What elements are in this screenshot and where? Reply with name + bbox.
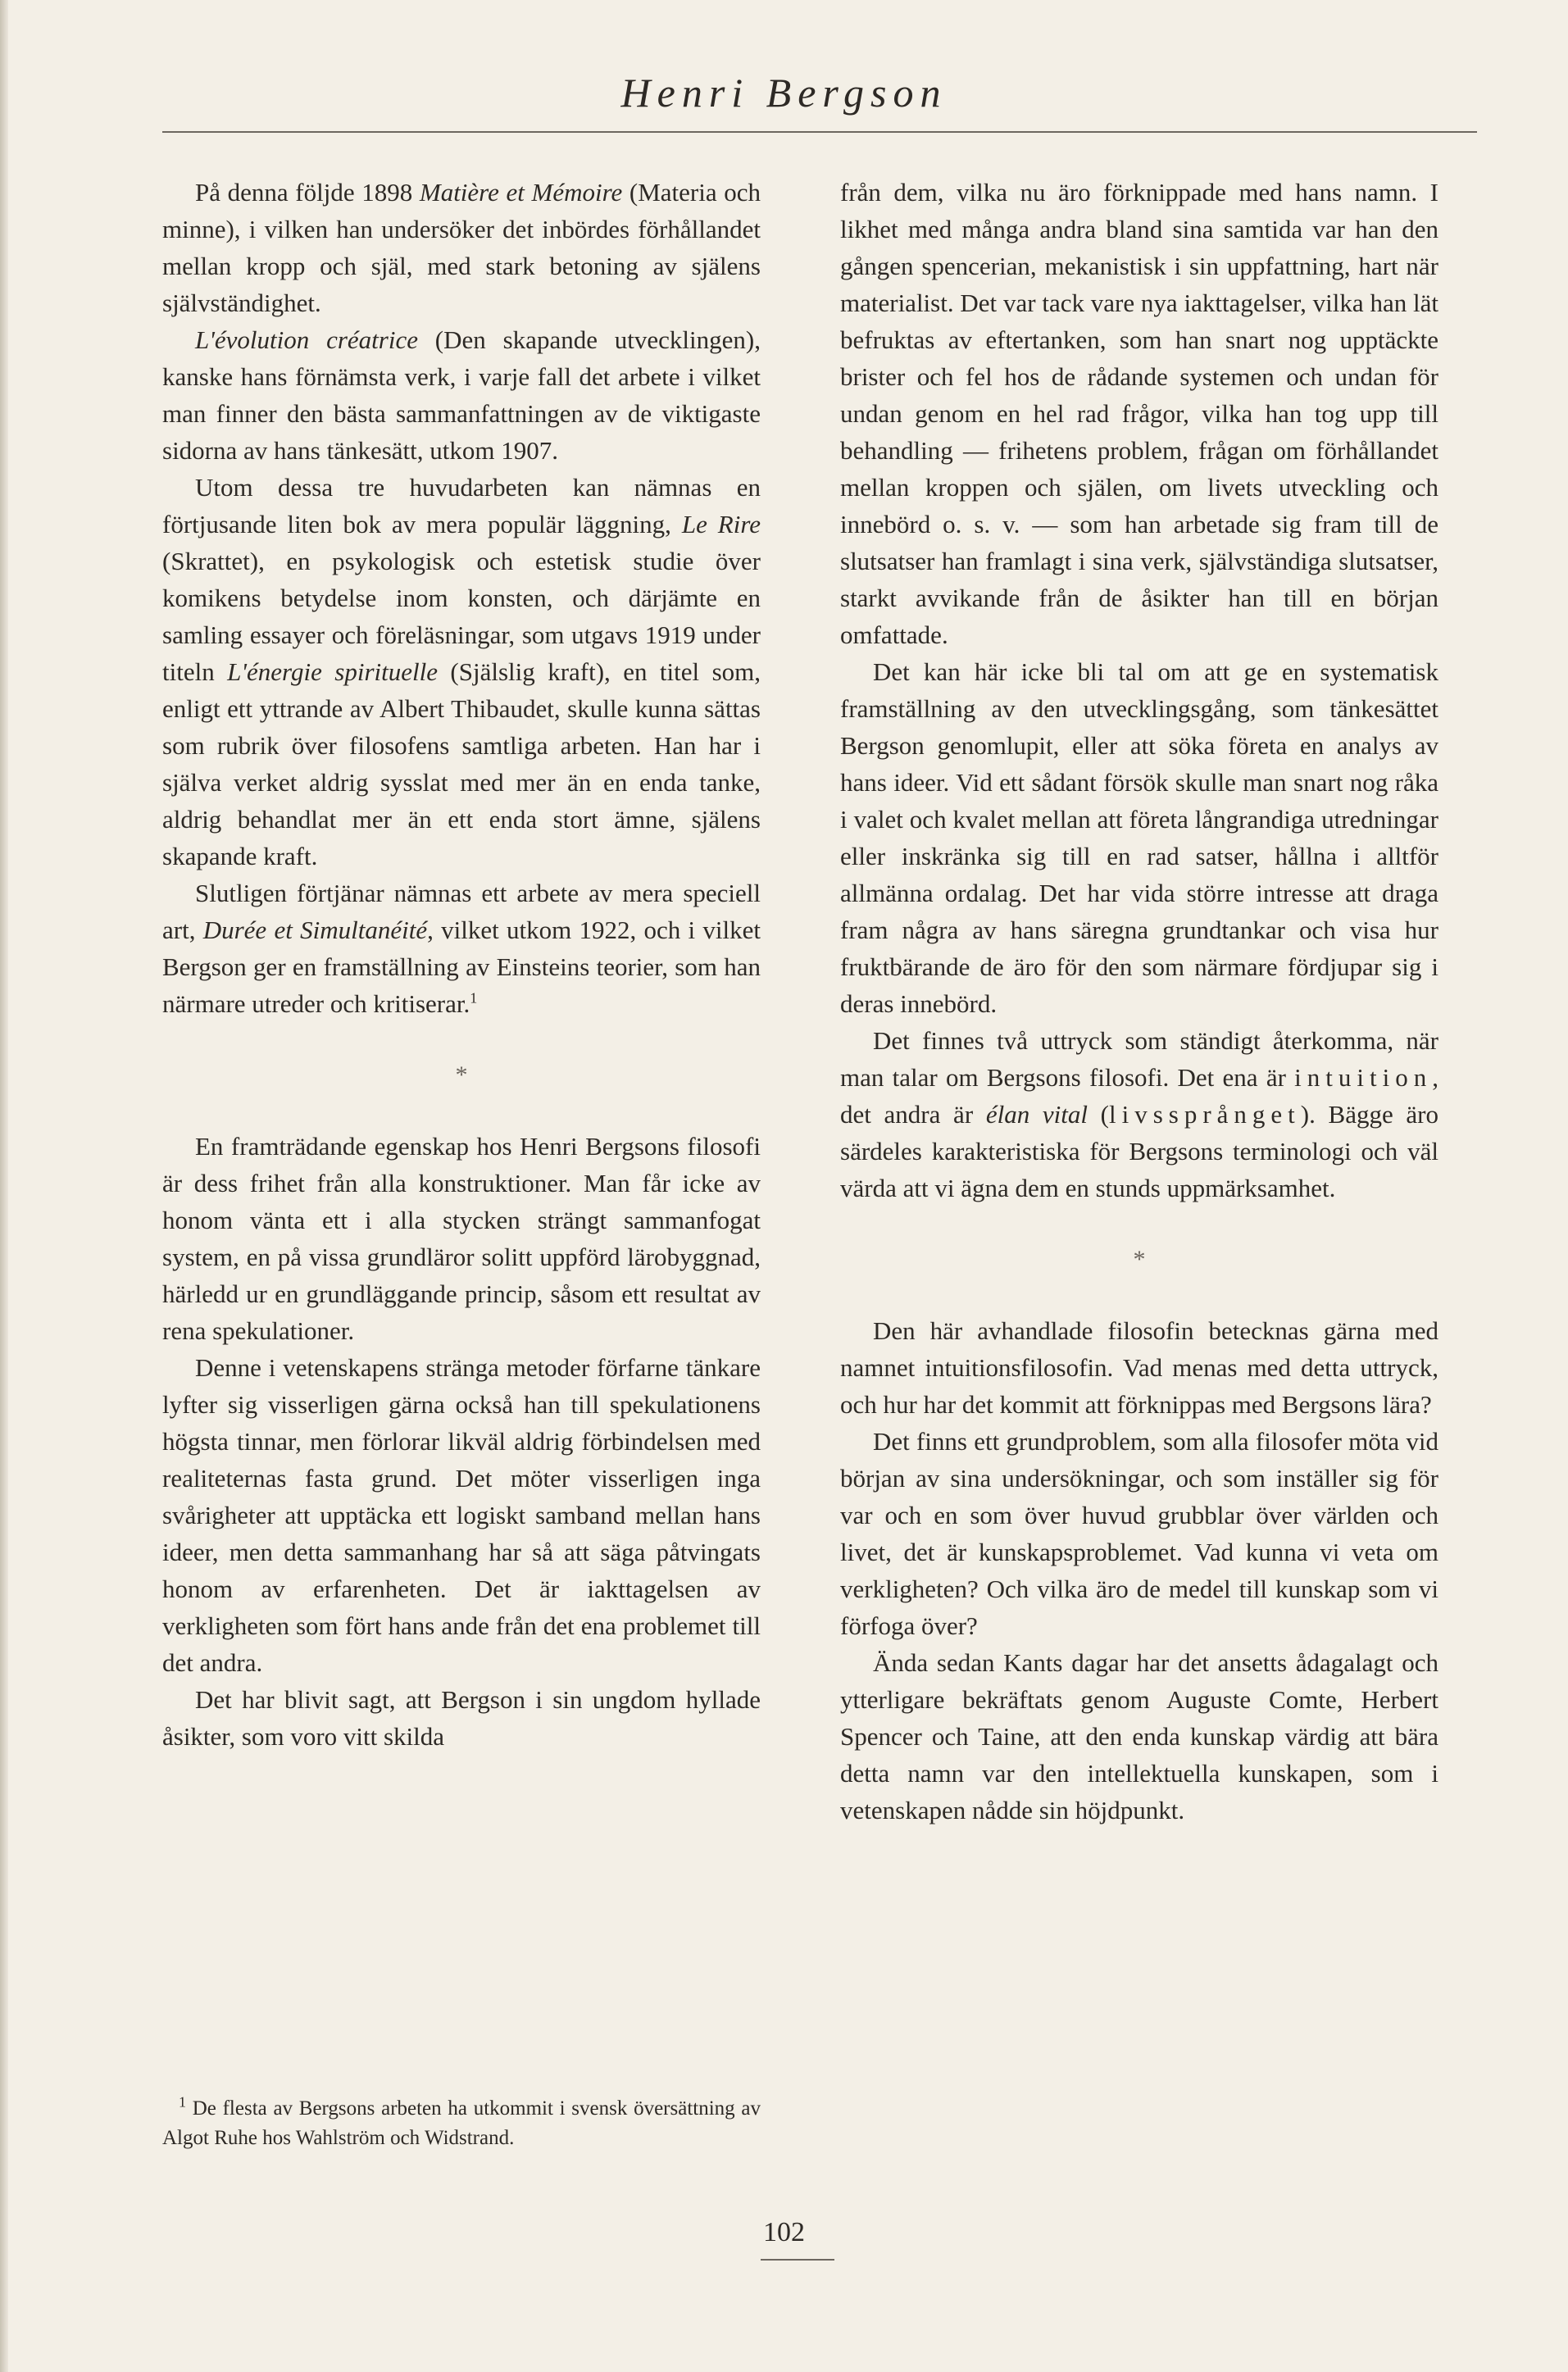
paragraph: från dem, vilka nu äro förknippade med hans namn. I likhet med många andra bland sina samtida var han den gången spencerian, mekanistisk i sin uppfattning, hart när materialist. Det var tack vare nya iakttagelser, vilka han lät befruktas av eftertanken, som han snart nog upptäckte brister och fel hos de rådande systemen och undan för undan genom en hel rad frågor, vilka han tog upp till behandling — frihetens problem, frågan om förhållandet mellan kroppen och själen, om livets utveckling och innebörd o. s. v. — som han arbetade sig fram till de slutsatser han framlagt i sina verk, självständiga slutsatser, starkt avvikande från de åsikter han till en början omfattade. [840,178,1438,649]
text-run: På denna följde 1898 [195,178,420,207]
italic-term: élan vital [985,1100,1088,1129]
section-gap [840,1206,1438,1241]
footnote-text [162,2094,761,2153]
page-number: 102 [763,2217,805,2247]
header-rule [162,131,1477,133]
section-gap [162,1022,761,1056]
paragraph: Denne i vetenskapens stränga metoder förfarne tänkare lyfter sig visserligen gärna också han till spekulationens högsta tinnar, men förlorar likväl aldrig förbindelsen med realiteternas fasta grund. Det möter visserligen inga svårigheter att upptäcka ett logiskt samband mellan hans ideer, men detta sammanhang har så att säga påtvingats honom av erfarenheten. Det är iakttagelsen av verkligheten som fört hans ande från det ena problemet till det andra. [162,1353,761,1677]
text-run: (Skrattet), en psykologisk och estetisk studie över komikens betydelse inom konsten, och därjämte en samling essayer och föreläsningar, som utgavs 1919 under titeln [162,547,761,686]
text-run: De flesta av Bergsons arbeten ha utkommit i svensk översättning av Algot Ruhe hos Wahlström och Widstrand. [162,2097,761,2149]
book-title: Durée et Simultanéité [202,916,428,944]
text-run: Slutligen förtjänar nämnas ett arbete av mera speciell art, [162,879,761,944]
paragraph: Det har blivit sagt, att Bergson i sin ungdom hyllade åsikter, som voro vitt skilda [162,1685,761,1751]
section-gap [840,1278,1438,1312]
text-run: , vilket utkom 1922, och i vilket Bergson ger en framställning av Einsteins teorier, som han närmare utreder och kritiserar. [162,916,761,1018]
section-divider-asterisk: * [455,1061,468,1088]
running-head: Henri Bergson [620,70,948,116]
paragraph: En framträdande egenskap hos Henri Bergsons filosofi är dess frihet från alla konstruktioner. Man får icke av honom vänta ett i alla stycken strängt sammanfogat system, en på vissa grundläror solitt uppförd lärobyggnad, härledd ur en grundläggande princip, såsom ett resultat av rena spekulationer. [162,1132,761,1345]
book-title: L'évolution créatrice [195,325,418,354]
text-run: ( [1087,1100,1109,1129]
book-title: L'énergie spirituelle [227,657,438,686]
paragraph [162,875,761,1022]
text-run: Det finnes två uttryck som ständigt återkomma, när man talar om Bergsons filosofi. Det ena är [840,1026,1438,1092]
paragraph [162,321,761,469]
left-column [162,174,761,1755]
footnote-marker: 1 [179,2093,186,2111]
paragraph: Ända sedan Kants dagar har det ansetts ådagalagt och ytterligare bekräftats genom Auguste Comte, Herbert Spencer och Taine, att den enda kunskap värdig att bära detta namn var den intellektuella kunskapen, som i vetenskapen nådde sin höjdpunkt. [840,1648,1438,1824]
paragraph [162,174,761,321]
text-run: Utom dessa tre huvudarbeten kan nämnas en förtjusande liten bok av mera populär läggning, [162,473,761,538]
footnote [162,2094,761,2153]
text-run: ). Bägge äro särdeles karakteristiska för Bergsons terminologi och väl värda att vi ägna dem en stunds uppmärksamhet. [840,1100,1438,1202]
page-number-rule [761,2259,834,2261]
text-run: , det andra är [840,1063,1438,1129]
paragraph [162,469,761,875]
paragraph: Den här avhandlade filosofin betecknas gärna med namnet intuitionsfilosofin. Vad menas med detta uttryck, och hur har det kommit att förknippas med Bergsons lära? [840,1316,1438,1419]
book-title: Matière et Mémoire [419,178,623,207]
footnote-reference[interactable]: 1 [470,989,478,1007]
page-spine-shadow [0,0,8,2372]
text-run: (Den skapande utvecklingen), kanske hans förnämsta verk, i varje fall det arbete i vilket man finner den bästa sammanfattningen av de viktigaste sidorna av hans tänkesätt, utkom 1907. [162,325,761,465]
section-divider-asterisk: * [1133,1246,1146,1273]
paragraph [840,1022,1438,1206]
spaced-term: livssprånget [1108,1100,1301,1129]
text-run: (Materia och minne), i vilken han undersöker det inbördes förhållandet mellan kropp och själ, med stark betoning av själens självständighet. [162,178,761,317]
section-gap [162,1093,761,1128]
right-column [840,174,1438,1829]
spaced-term: intuition [1294,1063,1433,1092]
paragraph: Det finns ett grundproblem, som alla filosofer möta vid början av sina undersökningar, och som inställer sig för var och en som över huvud grubblar över världen och livet, det är kunskapsproblemet. Vad kunna vi veta om verkligheten? Och vilka äro de medel till kunskap som vi förfoga över? [840,1427,1438,1640]
book-title: Le Rire [681,510,761,538]
paragraph: Det kan här icke bli tal om att ge en systematisk framställning av den utvecklingsgång, som tänkesättet Bergson genomlupit, eller att söka företa en analys av hans ideer. Vid ett sådant försök skulle man snart nog råka i valet och kvalet mellan att företa långrandiga utredningar eller inskränka sig till en rad satser, hållna i alltför allmänna ordalag. Det har vida större intresse att draga fram några av hans säregna grundtankar och visa hur fruktbärande de äro för den som närmare fördjupar sig i deras innebörd. [840,657,1438,1018]
text-run: (Själslig kraft), en titel som, enligt ett yttrande av Albert Thibaudet, skulle kunna sättas som rubrik över filosofens samtliga arbeten. Han har i själva verket aldrig sysslat med mer än en enda tanke, aldrig behandlat mer än ett enda stort ämne, själens skapande kraft. [162,657,761,870]
